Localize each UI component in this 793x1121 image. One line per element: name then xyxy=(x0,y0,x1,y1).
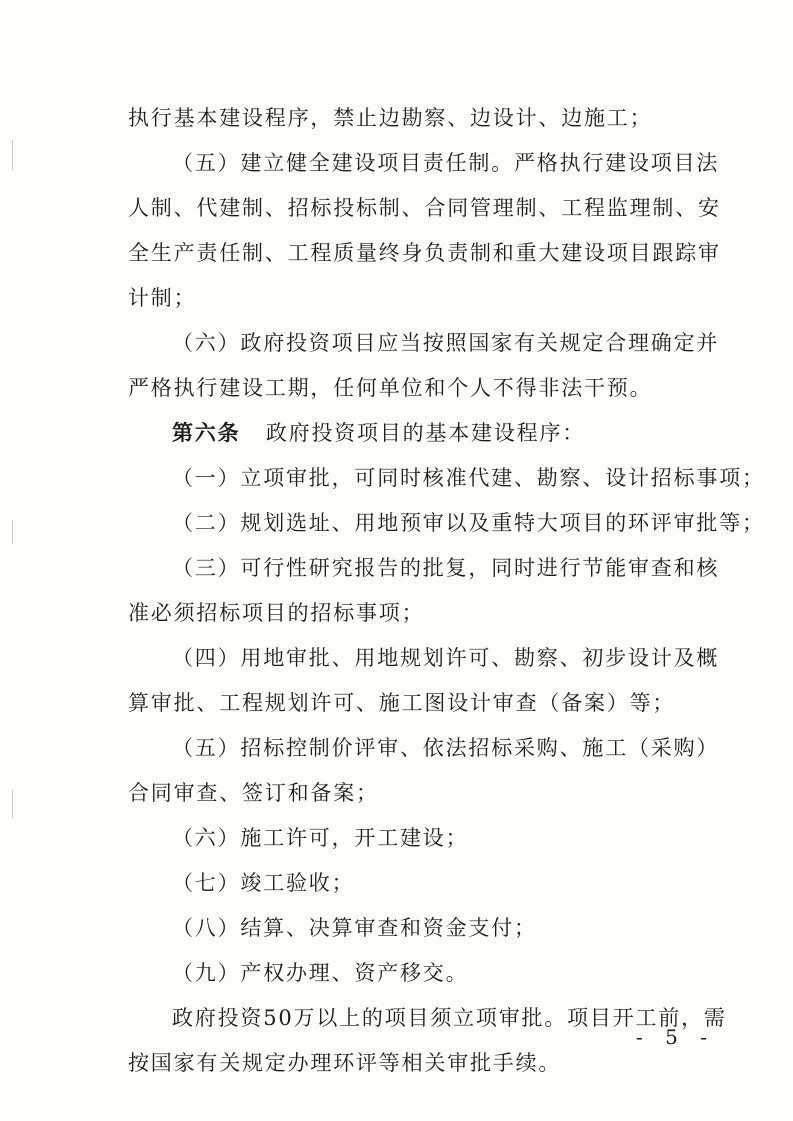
text-line: （四）用地审批、用地规划许可、勘察、初步设计及概 xyxy=(172,646,720,670)
text-line: 计制； xyxy=(128,286,197,310)
scan-edge-mark xyxy=(12,520,13,544)
text-line: 人制、代建制、招标投标制、合同管理制、工程监理制、安 xyxy=(128,196,721,220)
text-line: （六）政府投资项目应当按照国家有关规定合理确定并 xyxy=(172,331,720,355)
text-line: 合同审查、签订和备案； xyxy=(128,781,379,805)
page-number: - 5 - xyxy=(636,1025,715,1049)
scan-edge-mark xyxy=(12,790,13,818)
text-line: （八）结算、决算审查和资金支付； xyxy=(172,916,537,940)
text-line: （六）施工许可，开工建设； xyxy=(172,826,469,850)
text-line: 政府投资50万以上的项目须立项审批。项目开工前，需 xyxy=(172,1006,727,1030)
text-line: （九）产权办理、资产移交。 xyxy=(172,961,469,985)
text-line: 算审批、工程规划许可、施工图设计审查（备案）等； xyxy=(128,691,676,715)
text-line: （三）可行性研究报告的批复，同时进行节能审查和核 xyxy=(172,556,720,580)
article-line xyxy=(172,420,688,446)
text-line: 执行基本建设程序，禁止边勘察、边设计、边施工； xyxy=(128,106,653,130)
text-line: 全生产责任制、工程质量终身负责制和重大建设项目跟踪审 xyxy=(128,241,721,265)
text-line: （五）招标控制价评审、依法招标采购、施工（采购） xyxy=(172,736,720,760)
scan-edge-mark xyxy=(12,140,13,170)
text-line: 按国家有关规定办理环评等相关审批手续。 xyxy=(128,1051,562,1075)
text-line: 严格执行建设工期，任何单位和个人不得非法干预。 xyxy=(128,376,653,400)
article-label: 第六条 xyxy=(172,420,241,445)
text-line: （一）立项审批，可同时核准代建、勘察、设计招标事项； xyxy=(172,466,765,490)
text-line: （五）建立健全建设项目责任制。严格执行建设项目法 xyxy=(172,151,720,175)
text-line: 准必须招标项目的招标事项； xyxy=(128,601,425,625)
text-line: （二）规划选址、用地预审以及重特大项目的环评审批等； xyxy=(172,511,765,535)
article-text: 政府投资项目的基本建设程序： xyxy=(265,421,586,445)
text-line: （七）竣工验收； xyxy=(172,871,355,895)
